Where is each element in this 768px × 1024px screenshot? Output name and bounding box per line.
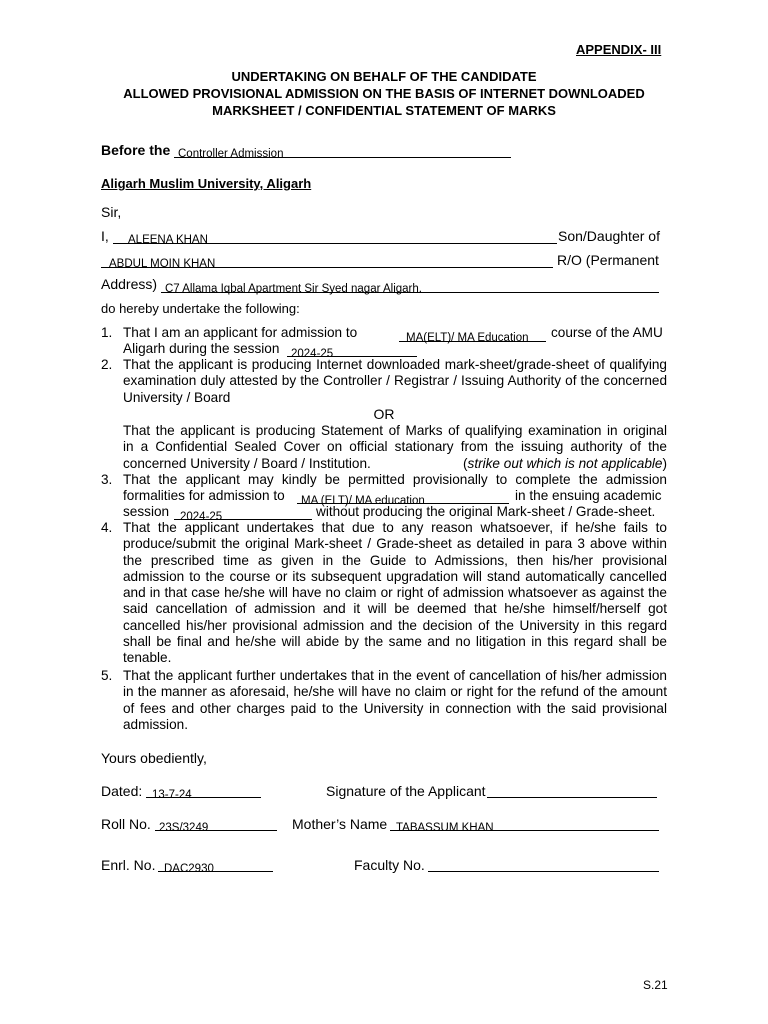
- item-3-course-value: MA (ELT)/ MA education: [301, 495, 425, 507]
- title-line-3: MARKSHEET / CONFIDENTIAL STATEMENT OF MARKS: [212, 103, 556, 118]
- institution-heading: Aligarh Muslim University, Aligarh: [101, 176, 312, 191]
- item-5-line-3: of fees and other charges paid to the University in connection with the said provisional: [123, 700, 667, 716]
- item-2b-text: [123, 423, 667, 472]
- item-4-line-6: said cancellation of admission and it will be deemed that he/she himself/herself got: [123, 601, 667, 617]
- item-3-line-1-wrap: [123, 472, 667, 488]
- item-2-line-2: examination duly attested by the Controller / Registrar / Issuing Authority of the concerned: [123, 373, 667, 389]
- item-4-line-9: tenable.: [123, 650, 172, 666]
- or-separator: OR: [373, 406, 395, 422]
- candidate-name-value: ALEENA KHAN: [128, 234, 208, 246]
- signature-label: Signature of the Applicant: [326, 783, 486, 799]
- item-number-1: 1.: [101, 325, 113, 340]
- item-3-text-b: in the ensuing academic: [515, 488, 662, 503]
- item-3-session-field: [174, 505, 312, 523]
- mothers-name-label: Mother’s Name: [292, 816, 388, 832]
- item-5-text: [123, 668, 667, 733]
- item-number-4: 4.: [101, 520, 113, 535]
- item-2b-line-2: in a Confidential Sealed Cover on official stationary from the issuing authority of the: [123, 439, 667, 455]
- dated-field: [146, 783, 261, 801]
- title-line-1: UNDERTAKING ON BEHALF OF THE CANDIDATE: [231, 69, 537, 84]
- strike-note-close: ): [662, 455, 667, 471]
- item-2b-last-text: concerned University / Board / Institution.: [123, 455, 371, 471]
- faculty-no-field: [428, 857, 659, 872]
- addressee-field: [174, 143, 511, 158]
- addressee-value: Controller Admission: [178, 148, 284, 160]
- signature-field: [487, 783, 657, 798]
- address-label: Address): [101, 276, 158, 292]
- enrl-no-value: DAC2930: [164, 863, 214, 875]
- dated-label: Dated:: [101, 783, 143, 799]
- item-4-line-8: shall be final and he/she will abide by the same and no litigation in this regard shall be: [123, 634, 667, 650]
- yours-obediently: Yours obediently,: [101, 750, 207, 766]
- page-reference: S.21: [643, 978, 668, 992]
- item-4-line-5: and in that case he/she will have no claim or right of admission whatsoever as against the: [123, 585, 667, 601]
- address-value: C7 Allama Iqbal Apartment Sir Syed nagar Aligarh.: [165, 283, 422, 295]
- enrl-no-label: Enrl. No.: [101, 857, 156, 873]
- mothers-name-value: TABASSUM KHAN: [396, 822, 494, 834]
- item-2-line-3: University / Board: [123, 389, 231, 405]
- item-3-line-1: That the applicant may kindly be permitted provisionally to complete the admission: [123, 472, 667, 487]
- son-daughter-label: Son/Daughter of: [558, 228, 660, 244]
- item-3-text-d: without producing the original Mark-sheet / Grade-sheet.: [316, 504, 656, 519]
- strike-note-text: strike out which is not applicable: [467, 455, 663, 471]
- ro-label: R/O (Permanent: [557, 252, 659, 268]
- roll-no-field: [155, 816, 277, 834]
- item-3-course-field: [297, 489, 509, 507]
- item-4-line-1: That the applicant undertakes that due to any reason whatsoever, if he/she fails to: [123, 520, 667, 535]
- roll-no-value: 23S/3249: [159, 822, 209, 834]
- item-3-session-value: 2024-25: [180, 511, 223, 523]
- dated-value: 13-7-24: [152, 789, 192, 801]
- parent-name-field: [101, 253, 553, 268]
- strike-note: [463, 456, 667, 472]
- item-4-line-2: produce/submit the original Mark-sheet / Grade-sheet as detailed in para 3 above within: [123, 536, 667, 552]
- item-1-text-c: Aligarh during the session: [123, 341, 280, 356]
- item-2b-line-3: [123, 456, 667, 472]
- mothers-name-field: [390, 816, 659, 834]
- i-label: I,: [101, 228, 109, 244]
- item-number-5: 5.: [101, 668, 113, 683]
- faculty-no-label: Faculty No.: [354, 857, 425, 873]
- strike-note-open: (: [462, 455, 468, 471]
- appendix-label: APPENDIX- III: [576, 42, 662, 57]
- item-3-text-c: session: [123, 504, 170, 519]
- item-1-course-field: [399, 327, 546, 342]
- title-line-2: ALLOWED PROVISIONAL ADMISSION ON THE BASIS OF INTERNET DOWNLOADED: [123, 86, 645, 101]
- salutation: Sir,: [101, 204, 122, 220]
- item-5-line-1: That the applicant further undertakes that in the event of cancellation of his/her admission: [123, 668, 667, 683]
- item-5-line-4: admission.: [123, 716, 188, 732]
- enrl-no-field: [158, 857, 273, 875]
- item-1-text-a: That I am an applicant for admission to: [123, 325, 358, 340]
- item-4-line-7: cancelled his/her provisional admission and the decision of the University in this regard: [123, 617, 667, 633]
- item-number-2: 2.: [101, 357, 113, 372]
- item-4-text: [123, 520, 667, 667]
- item-2b-line-1: That the applicant is producing Statement of Marks of qualifying examination in original: [123, 423, 667, 438]
- item-2-text: [123, 357, 667, 406]
- item-1-session-field: [287, 342, 417, 360]
- item-1-course-value: MA(ELT)/ MA Education: [406, 332, 529, 344]
- item-3-text-a: formalities for admission to: [123, 488, 285, 503]
- address-field: [161, 278, 659, 293]
- item-4-line-4: admission to the course or its subsequent upgradation will stand automatically cancelled: [123, 568, 667, 584]
- item-2-line-1: That the applicant is producing Internet downloaded mark-sheet/grade-sheet of qualifying: [123, 357, 667, 372]
- before-the-label: Before the: [101, 142, 171, 158]
- item-4-line-3: the prescribed time as given in the Guide to Admissions, then his/her provisional: [123, 552, 667, 568]
- item-1-session-value: 2024-25: [291, 348, 334, 360]
- undertake-intro: do hereby undertake the following:: [101, 301, 300, 316]
- item-1-text-b: course of the AMU: [551, 325, 663, 340]
- item-5-line-2: in the manner as aforesaid, he/she will have no claim or right for the refund of the amount: [123, 684, 667, 700]
- roll-no-label: Roll No.: [101, 816, 151, 832]
- parent-name-value: ABDUL MOIN KHAN: [109, 258, 216, 270]
- item-number-3: 3.: [101, 472, 113, 487]
- candidate-name-field: [113, 229, 557, 244]
